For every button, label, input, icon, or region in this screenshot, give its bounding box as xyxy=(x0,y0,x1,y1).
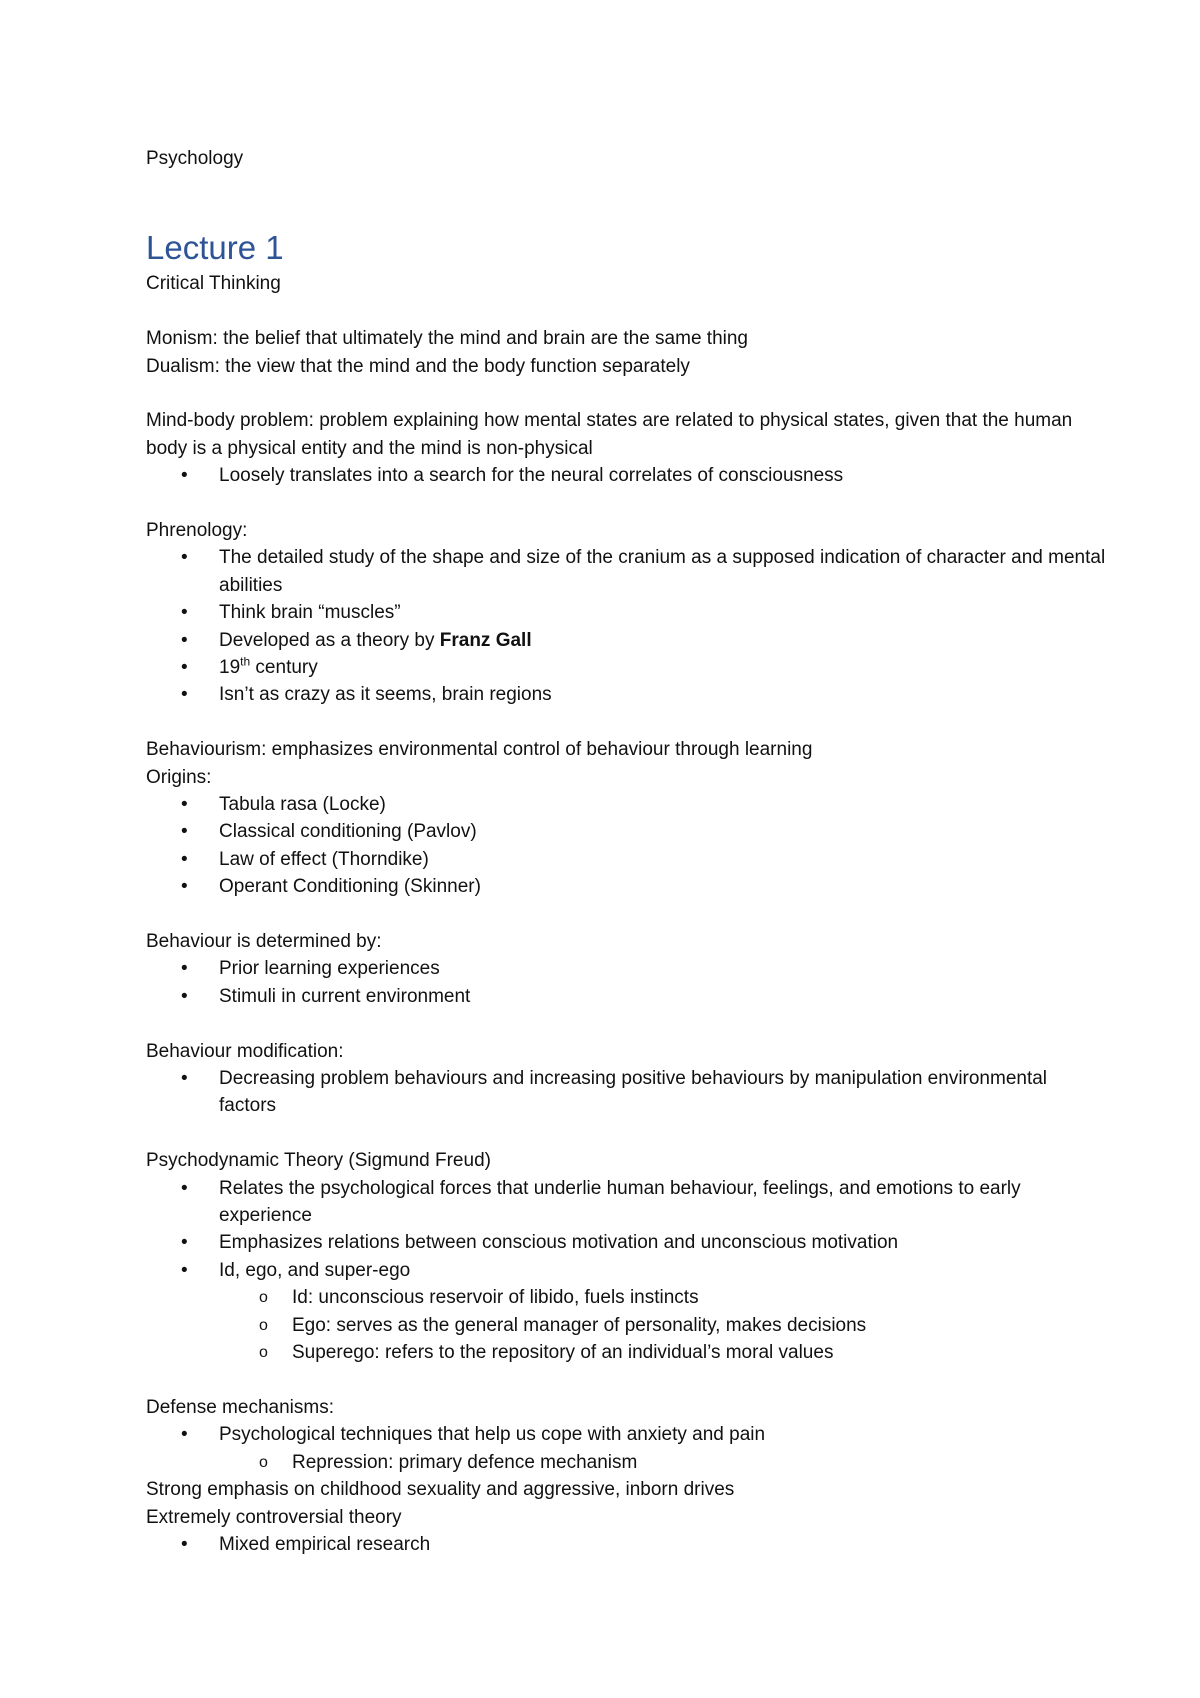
childhood-emphasis: Strong emphasis on childhood sexuality and aggressive, inborn drives xyxy=(146,1479,735,1501)
subtitle: Critical Thinking xyxy=(146,273,281,295)
defense-bullets xyxy=(146,1421,1106,1448)
franz-gall-name: Franz Gall xyxy=(439,629,532,651)
list-item xyxy=(146,627,1106,654)
determined-bullets xyxy=(146,955,1106,1010)
list-item: • The detailed study of the shape and size of the cranium as a supposed indication of character and mental abilities xyxy=(146,544,1106,599)
modification-bullets xyxy=(146,1065,1106,1120)
list-item: • Psychological techniques that help us cope with anxiety and pain xyxy=(146,1421,1106,1448)
phrenology-heading: Phrenology: xyxy=(146,519,248,541)
list-item: • Emphasizes relations between conscious motivation and unconscious motivation xyxy=(146,1229,1106,1256)
century-number: 19 xyxy=(219,657,241,679)
list-item: • Decreasing problem behaviours and increasing positive behaviours by manipulation environmental factors xyxy=(146,1065,1106,1120)
list-item: • Isn’t as crazy as it seems, brain regions xyxy=(146,681,1106,708)
list-item: • Tabula rasa (Locke) xyxy=(146,791,1106,818)
dualism-definition: Dualism: the view that the mind and the body function separately xyxy=(146,355,690,377)
list-item-text: Developed as a theory by xyxy=(219,629,440,651)
defense-heading: Defense mechanisms: xyxy=(146,1396,334,1418)
mind-body-bullets xyxy=(146,462,1106,489)
sub-list-item: o Superego: refers to the repository of an individual’s moral values xyxy=(146,1339,1106,1366)
modification-heading: Behaviour modification: xyxy=(146,1040,344,1062)
list-item: • Classical conditioning (Pavlov) xyxy=(146,818,1106,845)
origins-heading: Origins: xyxy=(146,766,212,788)
lecture-title: Lecture 1 xyxy=(146,229,284,267)
list-item: • Operant Conditioning (Skinner) xyxy=(146,873,1106,900)
psychodynamic-heading: Psychodynamic Theory (Sigmund Freud) xyxy=(146,1150,491,1172)
document-header: Psychology xyxy=(146,148,244,169)
sub-list-item: o Ego: serves as the general manager of personality, makes decisions xyxy=(146,1312,1106,1339)
list-item: • Law of effect (Thorndike) xyxy=(146,846,1106,873)
determined-heading: Behaviour is determined by: xyxy=(146,931,382,953)
behaviourism-definition: Behaviourism: emphasizes environmental control of behaviour through learning xyxy=(146,739,813,761)
list-item: • Relates the psychological forces that underlie human behaviour, feelings, and emotions to early experience xyxy=(146,1175,1106,1230)
origins-bullets xyxy=(146,791,1106,901)
mind-body-definition: Mind-body problem: problem explaining how mental states are related to physical states, given that the human body is a physical entity and the mind is non-physical xyxy=(146,410,1073,459)
id-ego-superego-list xyxy=(146,1284,1106,1366)
sub-list-item: o Id: unconscious reservoir of libido, fuels instincts xyxy=(146,1284,1106,1311)
document-body xyxy=(146,145,1106,1558)
list-item: • Think brain “muscles” xyxy=(146,599,1106,626)
defense-sub-list xyxy=(146,1449,1106,1476)
list-item: • Loosely translates into a search for the neural correlates of consciousness xyxy=(146,462,1106,489)
sub-list-item: o Repression: primary defence mechanism xyxy=(146,1449,1106,1476)
ordinal-suffix: th xyxy=(240,654,251,669)
research-bullets xyxy=(146,1531,1106,1558)
list-item: • Stimuli in current environment xyxy=(146,983,1106,1010)
psychodynamic-bullets xyxy=(146,1175,1106,1285)
list-item: • Id, ego, and super-ego xyxy=(146,1257,1106,1284)
list-item: • Mixed empirical research xyxy=(146,1531,1106,1558)
phrenology-bullets xyxy=(146,544,1106,708)
controversial-theory: Extremely controversial theory xyxy=(146,1506,402,1528)
list-item: • Prior learning experiences xyxy=(146,955,1106,982)
monism-definition: Monism: the belief that ultimately the mind and brain are the same thing xyxy=(146,328,748,350)
century-word: century xyxy=(250,657,318,679)
list-item xyxy=(146,654,1106,681)
